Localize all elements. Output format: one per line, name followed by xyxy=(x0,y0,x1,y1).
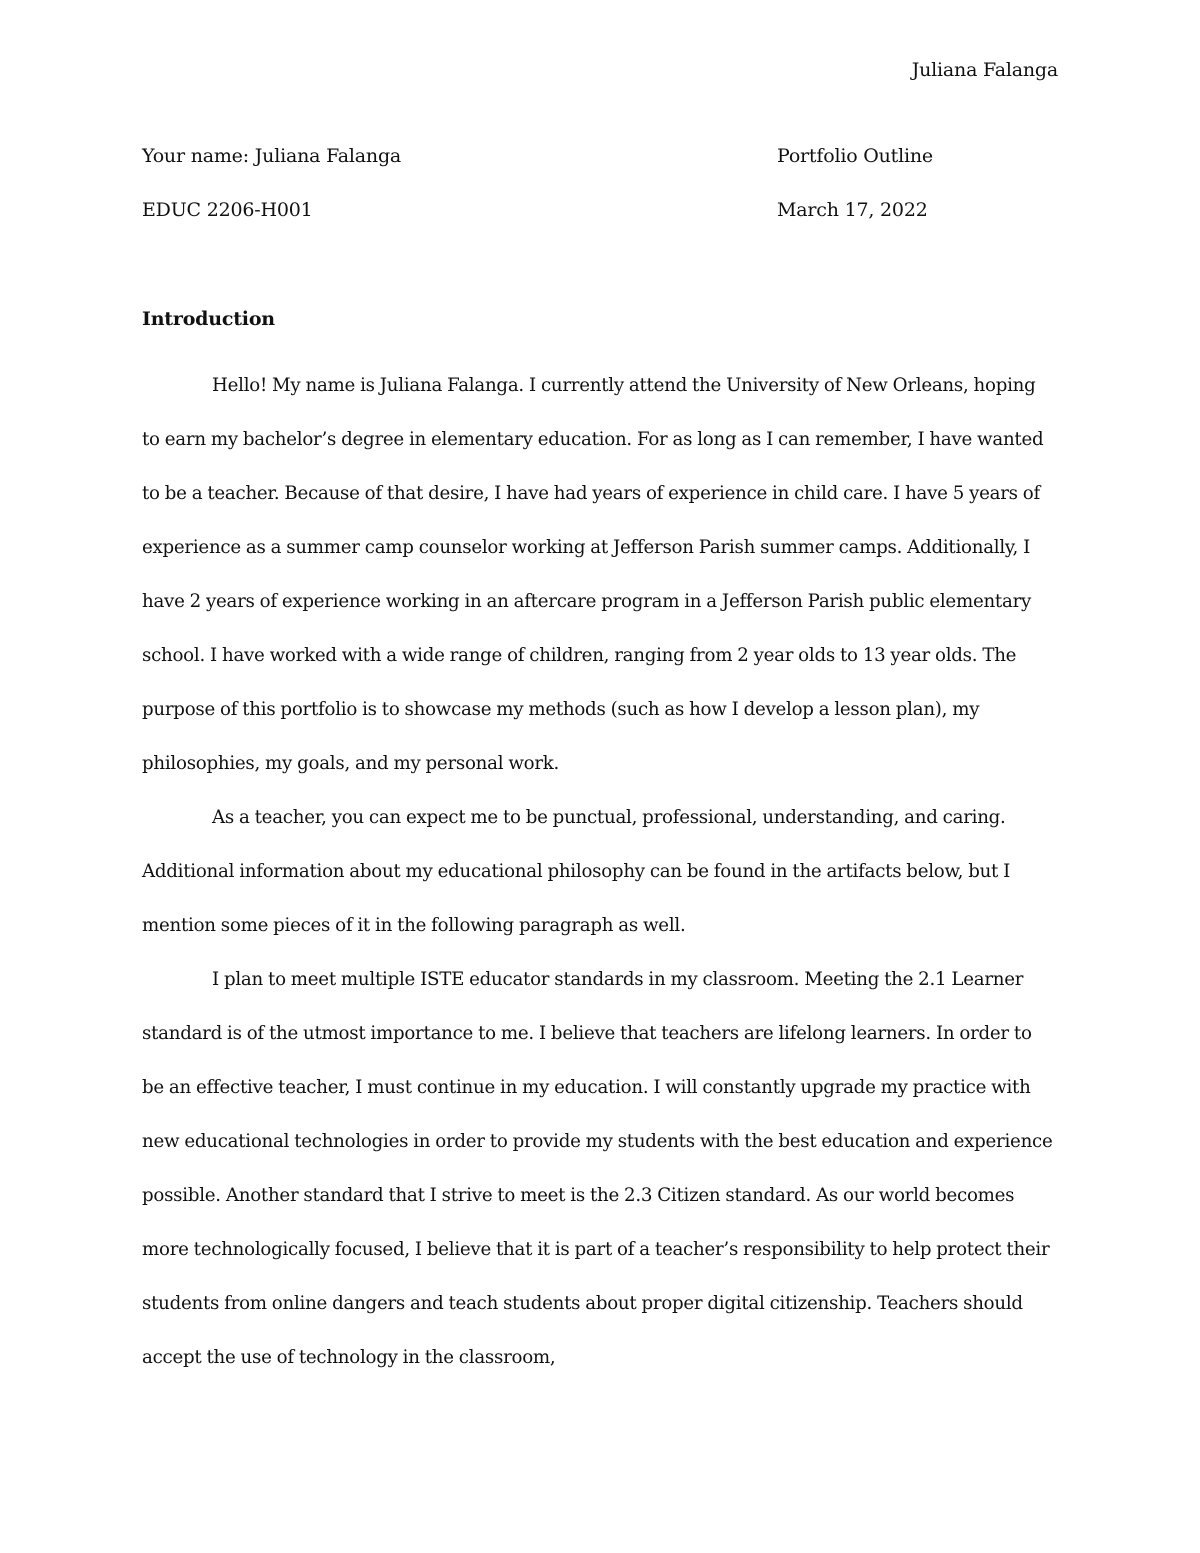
student-name-line: Your name: Juliana Falanga xyxy=(142,145,402,167)
paragraph: Hello! My name is Juliana Falanga. I currently attend the University of New Orleans, hoping to earn my bachelor’s degree in elementary education. For as long as I can remember, I have wanted to be a teacher. Because of that desire, I have had years of experience in child care. I have 5 years of experience as a summer camp counselor working at Jefferson Parish summer camps. Additionally, I have 2 years of experience working in an aftercare program in a Jefferson Parish public elementary school. I have worked with a wide range of children, ranging from 2 year olds to 13 year olds. The purpose of this portfolio is to showcase my methods (such as how I develop a lesson plan), my philosophies, my goals, and my personal work. xyxy=(142,375,1044,774)
running-header-author: Juliana Falanga xyxy=(911,59,1058,81)
document-title: Portfolio Outline xyxy=(777,145,933,167)
paragraph: As a teacher, you can expect me to be punctual, professional, understanding, and caring. Additional information about my educational philosophy can be found in the artifacts below, but I mention some pieces of it in the following paragraph as well. xyxy=(142,807,1011,936)
document-date: March 17, 2022 xyxy=(777,199,928,221)
paragraph: I plan to meet multiple ISTE educator standards in my classroom. Meeting the 2.1 Learner standard is of the utmost importance to me. I believe that teachers are lifelong learners. In order to be an effective teacher, I must continue in my education. I will constantly upgrade my practice with new educational technologies in order to provide my students with the best education and experience possible. Another standard that I strive to meet is the 2.3 Citizen standard. As our world becomes more technologically focused, I believe that it is part of a teacher’s responsibility to help protect their students from online dangers and teach students about proper digital citizenship. Teachers should accept the use of technology in the classroom, xyxy=(142,969,1053,1368)
body-text xyxy=(142,359,1058,1385)
course-line: EDUC 2206-H001 xyxy=(142,199,313,221)
section-heading: Introduction xyxy=(142,308,275,330)
